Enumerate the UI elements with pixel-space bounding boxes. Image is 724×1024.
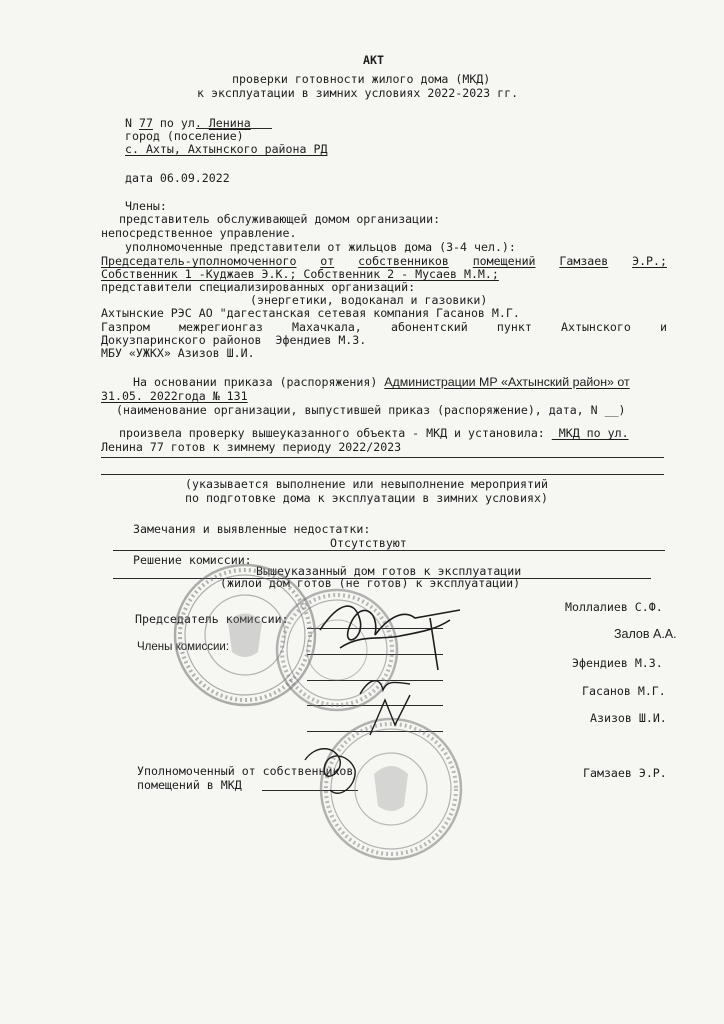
check-blank-line bbox=[101, 474, 664, 475]
city-value: с. Ахты, Ахтынского района РД bbox=[125, 142, 328, 156]
authorized-name: Гамзаев Э.Р. bbox=[583, 766, 667, 780]
street-label: по ул. bbox=[159, 116, 202, 130]
members-sign-label: Члены комиссии: bbox=[137, 641, 230, 653]
service-org-value: непосредственное управление. bbox=[101, 226, 297, 240]
doc-subtitle-2: к эксплуатации в зимних условиях 2022-2023 гг. bbox=[197, 86, 519, 100]
check-text: произвела проверку вышеуказанного объекта - МКД и установила: bbox=[119, 426, 545, 440]
special-orgs-line-3: Докузпаринского районов Эфендиев М.З. bbox=[101, 333, 367, 347]
authorized-label-2: помещений в МКД bbox=[137, 778, 242, 792]
city-label: город (поселение) bbox=[125, 129, 244, 143]
remarks-underline bbox=[113, 550, 665, 551]
members-label: Члены: bbox=[125, 199, 167, 213]
chairman-signature bbox=[310, 590, 470, 680]
word: абонентский bbox=[390, 320, 468, 334]
chairman-label: Председатель комиссии: bbox=[135, 612, 289, 626]
member-signature-4 bbox=[365, 690, 415, 740]
order-line bbox=[133, 375, 630, 389]
street-name: Ленина bbox=[208, 116, 251, 130]
authorized-label-1: Уполномоченный от собственников bbox=[137, 764, 354, 778]
word: помещений bbox=[472, 254, 536, 268]
doc-title: АКТ bbox=[363, 53, 384, 67]
remarks-value: Отсутствуют bbox=[330, 536, 407, 550]
residents-line-1 bbox=[101, 254, 667, 268]
order-date: 31.05. 2022года № 131 bbox=[101, 389, 248, 403]
order-organization: Администрации МР «Ахтынский район» от bbox=[384, 375, 630, 389]
house-prefix: N bbox=[125, 116, 132, 130]
measures-note-1: (указывается выполнение или невыполнение мероприятий bbox=[185, 477, 548, 491]
act-date: дата 06.09.2022 bbox=[125, 171, 230, 185]
order-prefix: На основании приказа (распоряжения) bbox=[133, 375, 378, 389]
word: собственников bbox=[358, 254, 449, 268]
decision-label: Решение комиссии: bbox=[133, 553, 252, 567]
house-number: 77 bbox=[138, 116, 153, 130]
check-result-start: _МКД по ул. bbox=[551, 426, 629, 440]
word: пункт bbox=[496, 320, 532, 334]
word: Председатель-уполномоченного bbox=[101, 254, 297, 268]
word: Э.Р.; bbox=[632, 254, 667, 268]
word: от bbox=[320, 254, 335, 268]
word: и bbox=[659, 320, 667, 334]
check-line-2: Ленина 77 готов к зимнему периоду 2022/2023 bbox=[101, 440, 402, 454]
check-line-1 bbox=[119, 426, 629, 440]
special-orgs-line-1: Ахтынские РЭС АО "дагестанская сетевая компания Гасанов М.Г. bbox=[101, 306, 520, 320]
authorized-signature bbox=[295, 740, 375, 810]
decision-value: Вышеуказанный дом готов к эксплуатации bbox=[256, 564, 522, 578]
member-name-3: Гасанов М.Г. bbox=[582, 684, 666, 698]
member-name-2: Эфендиев М.З. bbox=[572, 656, 663, 670]
chairman-name: Моллалиев С.Ф. bbox=[565, 600, 663, 614]
remarks-label: Замечания и выявленные недостатки: bbox=[133, 522, 371, 536]
decision-note: (жилой дом готов (не готов) к эксплуатации) bbox=[220, 576, 521, 590]
member-name-1: Залов А.А. bbox=[614, 627, 677, 641]
residents-label: уполномоченные представители от жильцов дома (3-4 чел.): bbox=[125, 240, 516, 254]
order-note: (наименование организации, выпустившей приказ (распоряжение), дата, N __) bbox=[116, 403, 626, 417]
measures-note-2: по подготовке дома к эксплуатации в зимних условиях) bbox=[185, 491, 548, 505]
service-org-label: представитель обслуживающей домом организации: bbox=[119, 212, 441, 226]
special-orgs-sub: (энергетики, водоканал и газовики) bbox=[250, 293, 488, 307]
word: Газпром bbox=[101, 320, 150, 334]
special-orgs-label: представители специализированных организаций: bbox=[101, 280, 416, 294]
word: межрегионгаз bbox=[179, 320, 263, 334]
word: Махачкала, bbox=[291, 320, 362, 334]
check-line-2-underline bbox=[101, 457, 664, 458]
word: Гамзаев bbox=[559, 254, 609, 268]
special-orgs-line-4: МБУ «УЖКХ» Азизов Ш.И. bbox=[101, 346, 255, 360]
member-name-4: Азизов Ш.И. bbox=[590, 711, 667, 725]
special-orgs-line-2 bbox=[101, 320, 667, 334]
doc-subtitle-1: проверки готовности жилого дома (МКД) bbox=[232, 72, 491, 86]
residents-line-2: Собственник 1 -Куджаев Э.К.; Собственник 2 - Мусаев М.М.; bbox=[101, 267, 499, 281]
word: Ахтынского bbox=[561, 320, 631, 334]
